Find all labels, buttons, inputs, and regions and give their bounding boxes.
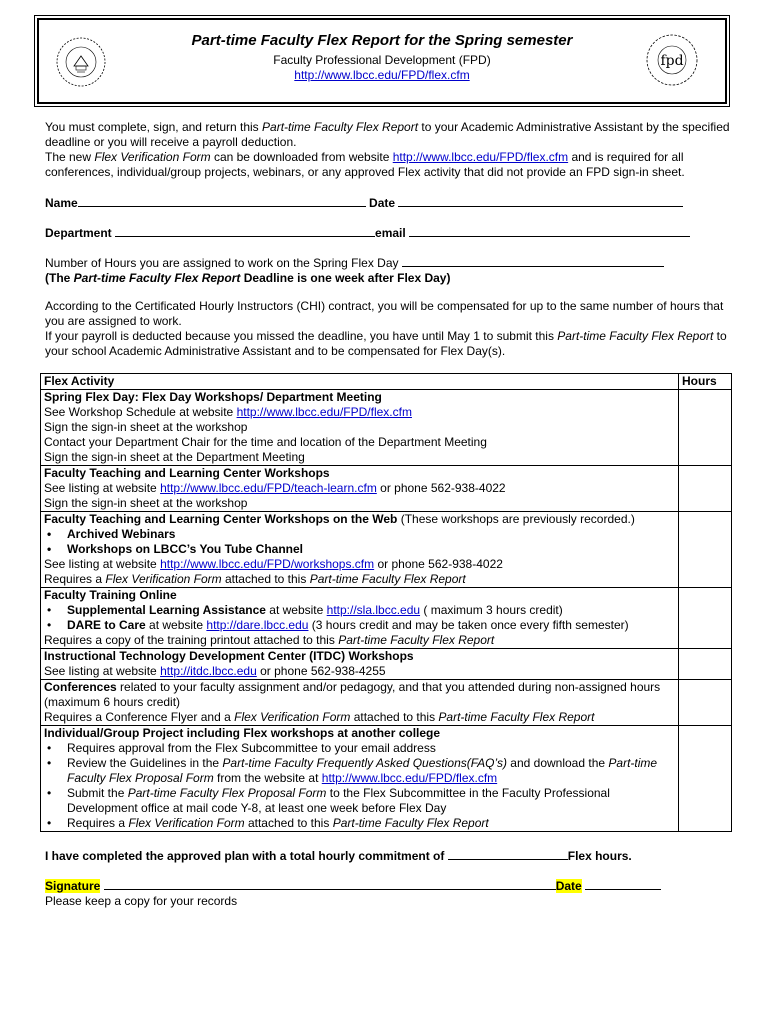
list-item: • Archived Webinars	[44, 527, 675, 542]
activity-cell	[41, 726, 679, 832]
hours-cell[interactable]	[679, 390, 732, 466]
deadline-note: (The Part-time Faculty Flex Report Deadline is one week after Flex Day)	[45, 271, 451, 285]
contract-text-2: If your payroll is deducted because you missed the deadline, you have until May 1 to submit this	[45, 329, 558, 343]
activity-title: Faculty Training Online	[44, 588, 177, 602]
activity-title: Instructional Technology Development Center (ITDC) Workshops	[44, 649, 414, 663]
table-row	[41, 390, 732, 466]
table-row	[41, 512, 732, 588]
table-row	[41, 466, 732, 512]
header-box	[37, 18, 727, 104]
activity-title: Faculty Teaching and Learning Center Workshops	[44, 466, 330, 480]
activity-title: Individual/Group Project including Flex workshops at another college	[44, 726, 441, 740]
signature-date-label: Date	[555, 879, 582, 893]
flex-form-link[interactable]: http://www.lbcc.edu/FPD/flex.cfm	[392, 150, 569, 164]
list-item: • Supplemental Learning Assistance at website http://sla.lbcc.edu ( maximum 3 hours credit)	[44, 603, 675, 618]
signature-field[interactable]	[104, 878, 556, 890]
contract-paragraph	[45, 299, 735, 359]
signature-row	[45, 878, 735, 909]
hours-cell[interactable]	[679, 726, 732, 832]
hours-cell[interactable]	[679, 588, 732, 649]
keep-copy-note: Please keep a copy for your records	[45, 894, 238, 908]
intro-italic: Part-time Faculty Flex Report	[262, 120, 419, 134]
contract-text: According to the Certificated Hourly Instructors (CHI) contract, you will be compensated for up to the same number of hours that you are assigned to work.	[45, 299, 724, 328]
flex-activity-header: Flex Activity	[41, 374, 679, 390]
workshops-link[interactable]: http://www.lbcc.edu/FPD/workshops.cfm	[160, 557, 375, 571]
table-row	[41, 588, 732, 649]
intro-paragraph	[45, 120, 735, 180]
email-label: email	[375, 226, 406, 240]
activity-cell: Instructional Technology Development Center (ITDC) Workshops See listing at website http://itdc.lbcc.edu or phone 562-938-4255	[41, 649, 679, 680]
signature-date-field[interactable]	[585, 878, 661, 890]
intro-text-5: and is required for all conferences, individual/group projects, webinars, or any approved Flex activity that did not provide an FPD sign-in sheet.	[45, 150, 685, 179]
document-title: Part-time Faculty Flex Report for the Spring semester	[191, 32, 573, 49]
workshop-schedule-link[interactable]: http://www.lbcc.edu/FPD/flex.cfm	[236, 405, 412, 419]
proposal-form-link[interactable]: http://www.lbcc.edu/FPD/flex.cfm	[321, 771, 498, 785]
intro-text-4: can be downloaded from website	[210, 150, 393, 164]
commitment-line	[45, 848, 735, 864]
department-email-row	[45, 225, 735, 241]
date-field[interactable]	[398, 195, 683, 207]
list-item: • Workshops on LBCC’s You Tube Channel	[44, 542, 675, 557]
department-field[interactable]	[115, 225, 375, 237]
list-item: • Requires approval from the Flex Subcommittee to your email address	[44, 741, 675, 756]
teach-learn-link[interactable]: http://www.lbcc.edu/FPD/teach-learn.cfm	[160, 481, 377, 495]
activity-cell: Faculty Teaching and Learning Center Workshops on the Web (These workshops are previously recorded.) • Archived Webinars • Workshops on LBCC’s You Tube Channel See listing at website http://www.lbcc.edu/FPD/workshops.cfm or phone 562-938-4022 Requires a Flex Verification Form attached to this Part-time Faculty Flex Report	[41, 512, 679, 588]
activity-title: Conferences	[44, 680, 117, 694]
commitment-suffix: Flex hours.	[567, 849, 632, 863]
intro-text-3: The new	[45, 150, 95, 164]
name-field[interactable]	[78, 195, 366, 207]
hours-cell[interactable]	[679, 466, 732, 512]
activity-cell: Faculty Training Online • Supplemental Learning Assistance at website http://sla.lbcc.edu ( maximum 3 hours credit) • DARE to Care at website http://dare.lbcc.edu (3 hours credit and may be taken once every fifth semester) Requires a copy of the training printout attached to this Part-time Faculty Flex Report	[41, 588, 679, 649]
email-field[interactable]	[409, 225, 690, 237]
name-label: Name	[45, 196, 78, 210]
flex-activity-table	[40, 373, 732, 832]
name-date-row	[45, 195, 735, 211]
date-label: Date	[369, 196, 396, 210]
activity-cell: Faculty Teaching and Learning Center Workshops See listing at website http://www.lbcc.edu/FPD/teach-learn.cfm or phone 562-938-4022 Sign the sign-in sheet at the workshop	[41, 466, 679, 512]
activity-title: Faculty Teaching and Learning Center Workshops on the Web	[44, 512, 398, 526]
hours-cell[interactable]	[679, 680, 732, 726]
hours-cell[interactable]	[679, 649, 732, 680]
hours-assigned-block	[45, 255, 735, 286]
table-row	[41, 726, 732, 832]
sla-link[interactable]: http://sla.lbcc.edu	[326, 603, 421, 617]
document-subtitle: Faculty Professional Development (FPD)	[273, 53, 491, 67]
contract-italic: Part-time Faculty Flex Report	[557, 329, 714, 343]
intro-italic-2: Flex Verification Form	[94, 150, 211, 164]
table-row	[41, 680, 732, 726]
list-item: • DARE to Care at website http://dare.lbcc.edu (3 hours credit and may be taken once every fifth semester)	[44, 618, 675, 633]
fpd-logo-text: fpd	[660, 53, 684, 69]
signature-label: Signature	[45, 879, 101, 893]
list-item: • Review the Guidelines in the Part-time Faculty Frequently Asked Questions(FAQ’s) and download the Part-time Faculty Flex Proposal Form from the website at http://www.lbcc.edu/FPD/flex.cfm	[44, 756, 675, 786]
fpd-seal-icon	[645, 30, 699, 90]
table-row	[41, 649, 732, 680]
commitment-text: I have completed the approved plan with a total hourly commitment of	[45, 849, 448, 863]
itdc-link[interactable]: http://itdc.lbcc.edu	[160, 664, 257, 678]
table-header-row	[41, 374, 732, 390]
list-item: • Submit the Part-time Faculty Flex Proposal Form to the Flex Subcommittee in the Faculty Professional Development office at mail code Y-8, at least one week before Flex Day	[44, 786, 675, 816]
header-link[interactable]: http://www.lbcc.edu/FPD/flex.cfm	[294, 68, 470, 82]
intro-text-2: to your Academic Administrative Assistant by the specified deadline or you will receive a payroll deduction.	[45, 120, 730, 149]
intro-text: You must complete, sign, and return this	[45, 120, 263, 134]
activity-title: Spring Flex Day: Flex Day Workshops/ Department Meeting	[44, 390, 382, 404]
department-label: Department	[45, 226, 112, 240]
dare-link[interactable]: http://dare.lbcc.edu	[206, 618, 309, 632]
list-item: • Requires a Flex Verification Form attached to this Part-time Faculty Flex Report	[44, 816, 675, 831]
activity-cell: Spring Flex Day: Flex Day Workshops/ Department Meeting See Workshop Schedule at website http://www.lbcc.edu/FPD/flex.cfm Sign the sign-in sheet at the workshop Contact your Department Chair for the time and location of the Department Meeting Sign the sign-in sheet at the Department Meeting	[41, 390, 679, 466]
hours-cell[interactable]	[679, 512, 732, 588]
hours-header: Hours	[679, 374, 732, 390]
contract-text-3: to your school Academic Administrative Assistant and to be compensated for Flex Day(s).	[45, 329, 727, 358]
activity-cell: Conferences related to your faculty assignment and/or pedagogy, and that you attended during non-assigned hours (maximum 6 hours credit) Requires a Conference Flyer and a Flex Verification Form attached to this Part-time Faculty Flex Report	[41, 680, 679, 726]
hours-assigned-label: Number of Hours you are assigned to work on the Spring Flex Day	[45, 256, 399, 270]
hours-assigned-field[interactable]	[402, 255, 664, 267]
total-hours-field[interactable]	[448, 848, 568, 860]
